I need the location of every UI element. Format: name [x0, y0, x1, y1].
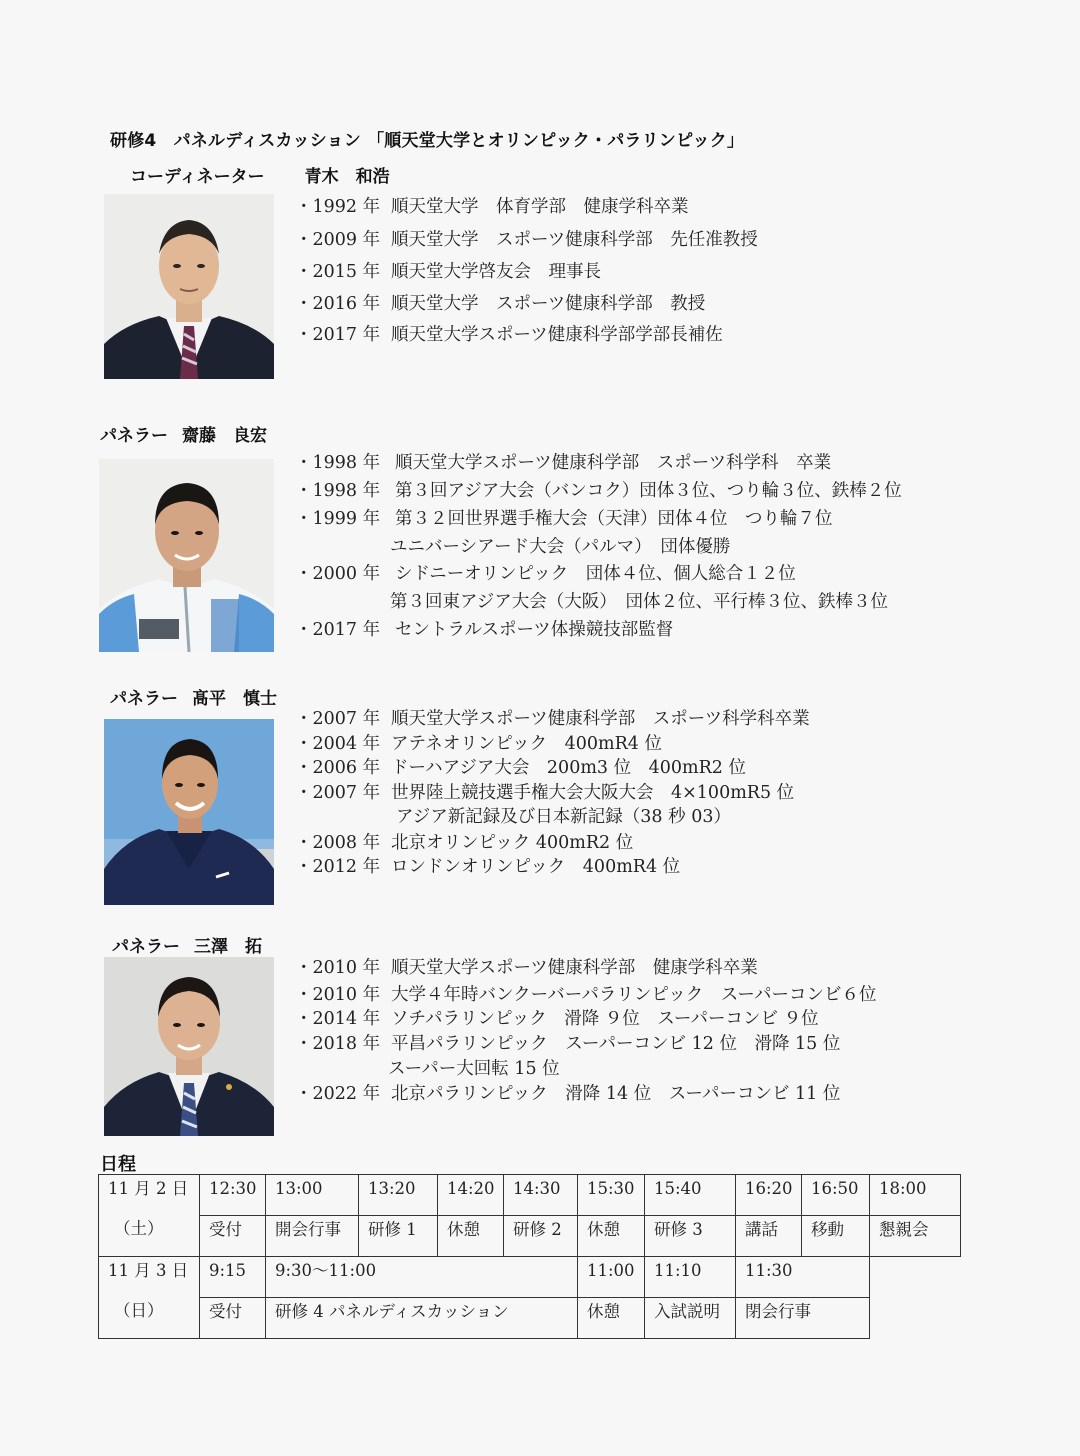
- career-text: 順天堂大学 体育学部 健康学科卒業: [391, 197, 689, 217]
- career-item: [295, 785, 794, 803]
- role-label: パネラー: [110, 689, 178, 709]
- event-cell: 移動: [802, 1216, 870, 1257]
- career-year: ・2009 年: [295, 230, 381, 250]
- schedule-label: 日程: [100, 1154, 136, 1175]
- career-item: [295, 1036, 840, 1054]
- panelist-photo: [99, 459, 274, 652]
- time-cell: 12:30: [200, 1175, 266, 1216]
- time-cell: 9:30〜11:00: [266, 1257, 578, 1298]
- career-text: 平昌パラリンピック スーパーコンビ 12 位 滑降 15 位: [391, 1034, 841, 1054]
- time-cell: 11:00: [578, 1257, 645, 1298]
- career-text: 順天堂大学スポーツ健康科学部 スポーツ科学科卒業: [391, 709, 810, 729]
- career-item: [295, 622, 673, 640]
- career-item: [295, 1011, 819, 1029]
- event-cell: 研修 1: [359, 1216, 438, 1257]
- career-year: ・2018 年: [295, 1034, 381, 1054]
- career-item: [295, 199, 689, 217]
- career-text: 北京オリンピック 400mR2 位: [391, 833, 634, 853]
- career-year: ・2007 年: [295, 709, 381, 729]
- career-year: ・2004 年: [295, 734, 381, 754]
- panelist-career: [295, 960, 1055, 1120]
- career-text: 第３回東アジア大会（大阪） 団体２位、平行棒３位、鉄棒３位: [390, 592, 889, 612]
- event-cell: 研修 2: [504, 1216, 578, 1257]
- panelist-heading: [100, 421, 267, 446]
- career-item: [295, 296, 705, 314]
- coordinator-career: [295, 199, 1055, 359]
- time-cell: 14:30: [504, 1175, 578, 1216]
- event-cell: 入試説明: [645, 1298, 736, 1339]
- empty-cell: [870, 1257, 961, 1339]
- career-year: ・2015 年: [295, 262, 381, 282]
- event-cell: 受付: [200, 1298, 266, 1339]
- person-name: 三澤 拓: [194, 937, 262, 957]
- career-item: [295, 1061, 560, 1079]
- career-text: 大学４年時バンクーバーパラリンピック スーパーコンビ６位: [391, 985, 877, 1005]
- career-text: セントラルスポーツ体操競技部監督: [395, 620, 674, 640]
- career-year: ・2022 年: [295, 1084, 381, 1104]
- career-item: [295, 711, 810, 729]
- career-item: [295, 987, 876, 1005]
- day2-time-row: [99, 1257, 961, 1298]
- weekday-label: （土）: [114, 1219, 164, 1238]
- career-text: 北京パラリンピック 滑降 14 位 スーパーコンビ 11 位: [391, 1084, 841, 1104]
- event-cell: 受付: [200, 1216, 266, 1257]
- career-text: 順天堂大学 スポーツ健康科学部 教授: [391, 294, 706, 314]
- career-year: ・2014 年: [295, 1009, 381, 1029]
- career-item: [295, 539, 730, 557]
- panelist-photo: [104, 719, 274, 905]
- career-year: ・2007 年: [295, 783, 381, 803]
- panelist-heading: [110, 684, 277, 709]
- career-item: [295, 960, 758, 978]
- time-cell: 15:40: [645, 1175, 736, 1216]
- career-text: アジア新記録及び日本新記録（38 秒 03）: [396, 807, 731, 827]
- time-cell: 11:10: [645, 1257, 736, 1298]
- career-year: ・2006 年: [295, 758, 381, 778]
- career-year: ・1998 年: [295, 453, 381, 473]
- career-text: ユニバーシアード大会（パルマ） 団体優勝: [390, 537, 731, 557]
- event-cell: 開会行事: [266, 1216, 359, 1257]
- career-item: [295, 859, 680, 877]
- career-year: ・1999 年: [295, 509, 381, 529]
- career-year: ・2016 年: [295, 294, 381, 314]
- time-cell: 14:20: [438, 1175, 504, 1216]
- career-item: [295, 232, 758, 250]
- role-label: コーディネーター: [130, 167, 265, 187]
- person-name: 齋藤 良宏: [182, 426, 267, 446]
- time-cell: 9:15: [200, 1257, 266, 1298]
- day1-event-row: [99, 1216, 961, 1257]
- panelist-photo: [104, 957, 274, 1136]
- person-name: 髙平 慎士: [192, 689, 277, 709]
- career-text: 順天堂大学スポーツ健康科学部学部長補佐: [391, 325, 723, 345]
- day2-date-cell: [99, 1257, 200, 1339]
- time-cell: 16:20: [736, 1175, 802, 1216]
- career-item: [295, 327, 723, 345]
- career-year: ・1998 年: [295, 481, 381, 501]
- career-text: ソチパラリンピック 滑降 ９位 スーパーコンビ ９位: [391, 1009, 819, 1029]
- time-cell: 18:00: [870, 1175, 961, 1216]
- career-text: 順天堂大学スポーツ健康科学部 スポーツ科学科 卒業: [395, 453, 832, 473]
- role-label: パネラー: [100, 426, 168, 446]
- event-cell: 研修 4 パネルディスカッション: [266, 1298, 578, 1339]
- career-year: ・2000 年: [295, 564, 381, 584]
- role-label: パネラー: [112, 937, 180, 957]
- career-item: [295, 760, 746, 778]
- career-text: 順天堂大学啓友会 理事長: [391, 262, 601, 282]
- career-text: ロンドンオリンピック 400mR4 位: [391, 857, 681, 877]
- time-cell: 13:00: [266, 1175, 359, 1216]
- career-item: [295, 809, 731, 827]
- event-cell: 休憩: [438, 1216, 504, 1257]
- career-year: ・2017 年: [295, 620, 381, 640]
- career-year: ・2010 年: [295, 958, 381, 978]
- date-label: 11 月 3 日: [108, 1261, 189, 1280]
- person-name: 青木 和浩: [304, 167, 390, 187]
- schedule-table: [98, 1174, 961, 1339]
- career-text: 順天堂大学 スポーツ健康科学部 先任准教授: [391, 230, 758, 250]
- career-text: スーパー大回転 15 位: [388, 1059, 560, 1079]
- day2-event-row: [99, 1298, 961, 1339]
- event-cell: 休憩: [578, 1298, 645, 1339]
- career-text: ドーハアジア大会 200m3 位 400mR2 位: [391, 758, 746, 778]
- time-cell: 15:30: [578, 1175, 645, 1216]
- coordinator-heading: [130, 162, 390, 187]
- career-text: アテネオリンピック 400mR4 位: [391, 734, 662, 754]
- career-item: [295, 835, 633, 853]
- career-item: [295, 455, 831, 473]
- career-text: 世界陸上競技選手権大会大阪大会 4×100mR5 位: [391, 783, 795, 803]
- career-item: [295, 736, 662, 754]
- career-item: [295, 594, 888, 612]
- panelist-career: [295, 455, 1065, 645]
- coordinator-photo: [104, 194, 274, 379]
- career-year: ・2017 年: [295, 325, 381, 345]
- event-cell: 懇親会: [870, 1216, 961, 1257]
- career-text: 順天堂大学スポーツ健康科学部 健康学科卒業: [391, 958, 758, 978]
- career-year: ・2010 年: [295, 985, 381, 1005]
- event-cell: 閉会行事: [736, 1298, 870, 1339]
- career-text: 第３回アジア大会（バンコク）団体３位、つり輪３位、鉄棒２位: [395, 481, 902, 501]
- weekday-label: （日）: [114, 1301, 164, 1320]
- event-cell: 講話: [736, 1216, 802, 1257]
- day1-date-cell: [99, 1175, 200, 1257]
- career-item: [295, 483, 902, 501]
- page-title: 研修4 パネルディスカッション 「順天堂大学とオリンピック・パラリンピック」: [110, 131, 745, 151]
- career-year: ・1992 年: [295, 197, 381, 217]
- time-cell: 11:30: [736, 1257, 870, 1298]
- panelist-heading: [112, 932, 262, 957]
- event-cell: 研修 3: [645, 1216, 736, 1257]
- career-item: [295, 1086, 840, 1104]
- career-year: ・2008 年: [295, 833, 381, 853]
- time-cell: 13:20: [359, 1175, 438, 1216]
- event-cell: 休憩: [578, 1216, 645, 1257]
- career-year: ・2012 年: [295, 857, 381, 877]
- career-item: [295, 511, 833, 529]
- career-text: シドニーオリンピック 団体４位、個人総合１２位: [395, 564, 796, 584]
- career-item: [295, 264, 601, 282]
- career-text: 第３２回世界選手権大会（天津）団体４位 つり輪７位: [395, 509, 833, 529]
- career-item: [295, 566, 796, 584]
- date-label: 11 月 2 日: [108, 1179, 189, 1198]
- day1-time-row: [99, 1175, 961, 1216]
- time-cell: 16:50: [802, 1175, 870, 1216]
- panelist-career: [295, 711, 1055, 891]
